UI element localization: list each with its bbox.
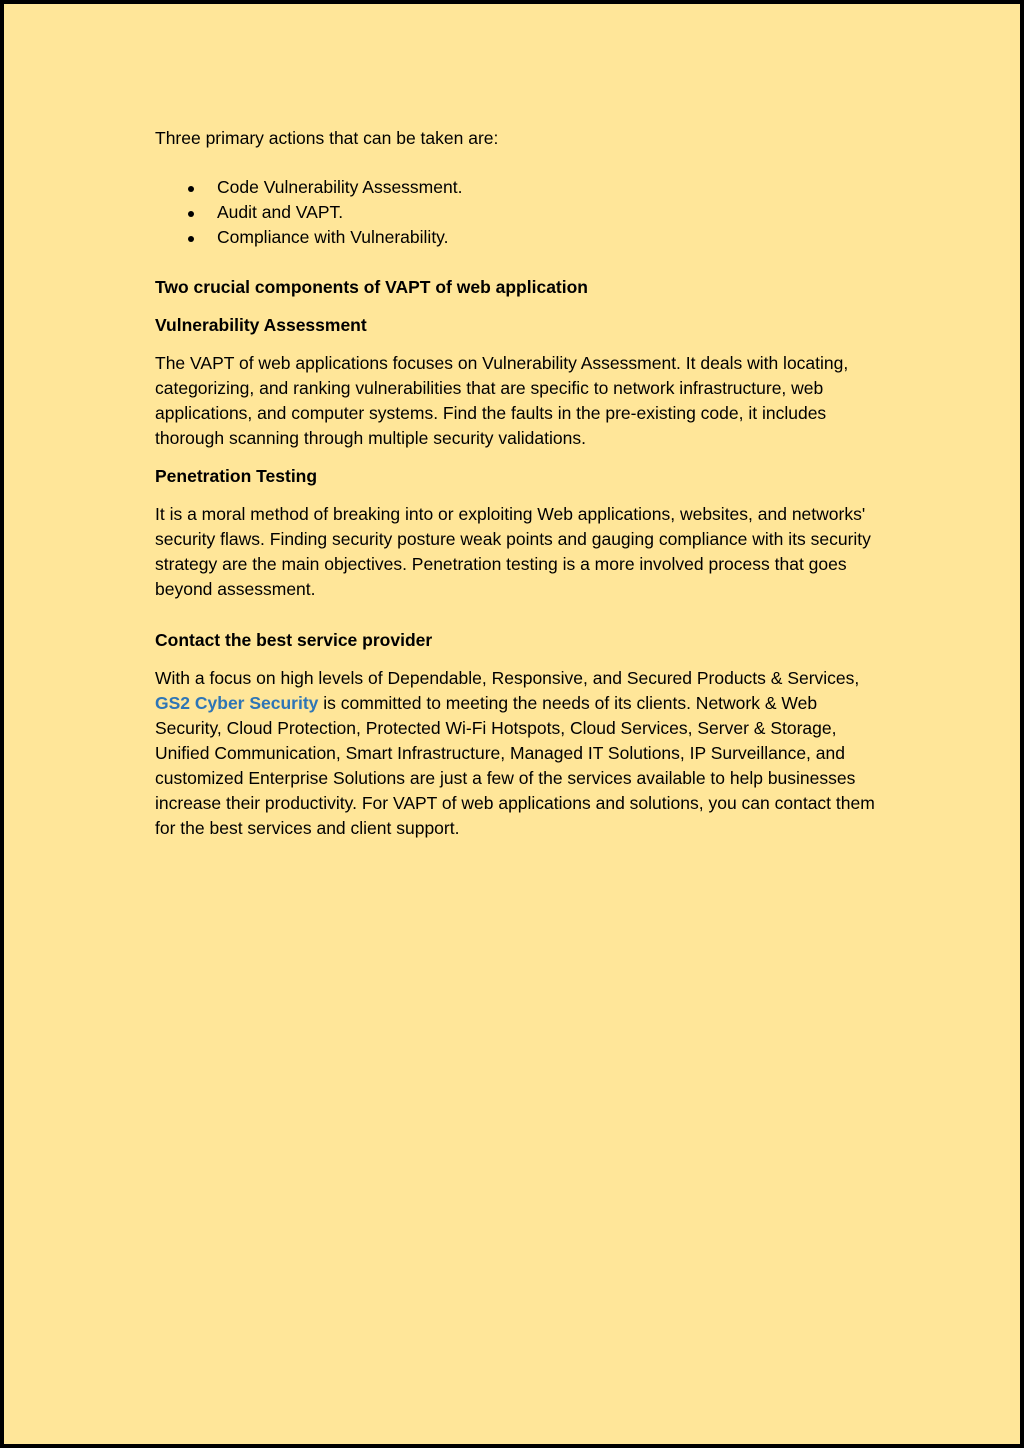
bullet-icon — [188, 186, 194, 192]
vulnerability-heading: Vulnerability Assessment — [155, 315, 367, 335]
contact-text-end: is committed to meeting the needs of its clients. Network & Web Security, Cloud Protection, Protected Wi-Fi Hotspots, Cloud Services, Server & Storage, Unified Communication, Smart Infrastructure, Managed IT Solutions, IP Surveillance, and customized Enterprise Solutions are just a few of the services available to help businesses increase their productivity. For VAPT of web applications and solutions, you can contact them for the best services and client support. — [155, 693, 875, 838]
section-heading: Two crucial components of VAPT of web application — [155, 277, 588, 297]
contact-heading: Contact the best service provider — [155, 630, 433, 650]
bullet-icon — [188, 211, 194, 217]
intro-text: Three primary actions that can be taken are: — [155, 128, 499, 148]
list-item — [155, 175, 885, 200]
actions-list — [155, 175, 885, 250]
vulnerability-paragraph: The VAPT of web applications focuses on Vulnerability Assessment. It deals with locating, categorizing, and ranking vulnerabilities that are specific to network infrastructure, web applications, and computer systems. Find the faults in the pre-existing code, it includes thorough scanning through multiple security validations. — [155, 353, 849, 448]
list-item — [155, 225, 885, 250]
contact-text-start: With a focus on high levels of Dependable, Responsive, and Secured Products & Services, — [155, 668, 860, 688]
list-item-text: Audit and VAPT. — [217, 202, 344, 222]
contact-paragraph — [155, 666, 885, 841]
bullet-icon — [188, 236, 194, 242]
document-content — [155, 126, 885, 854]
gs2-cyber-security-link[interactable]: GS2 Cyber Security — [155, 693, 319, 713]
penetration-heading: Penetration Testing — [155, 466, 318, 486]
list-item-text: Compliance with Vulnerability. — [217, 227, 449, 247]
list-item-text: Code Vulnerability Assessment. — [217, 177, 463, 197]
list-item — [155, 200, 885, 225]
penetration-paragraph: It is a moral method of breaking into or exploiting Web applications, websites, and networks' security flaws. Finding security posture weak points and gauging compliance with its security strategy are the main objectives. Penetration testing is a more involved process that goes beyond assessment. — [155, 504, 871, 599]
